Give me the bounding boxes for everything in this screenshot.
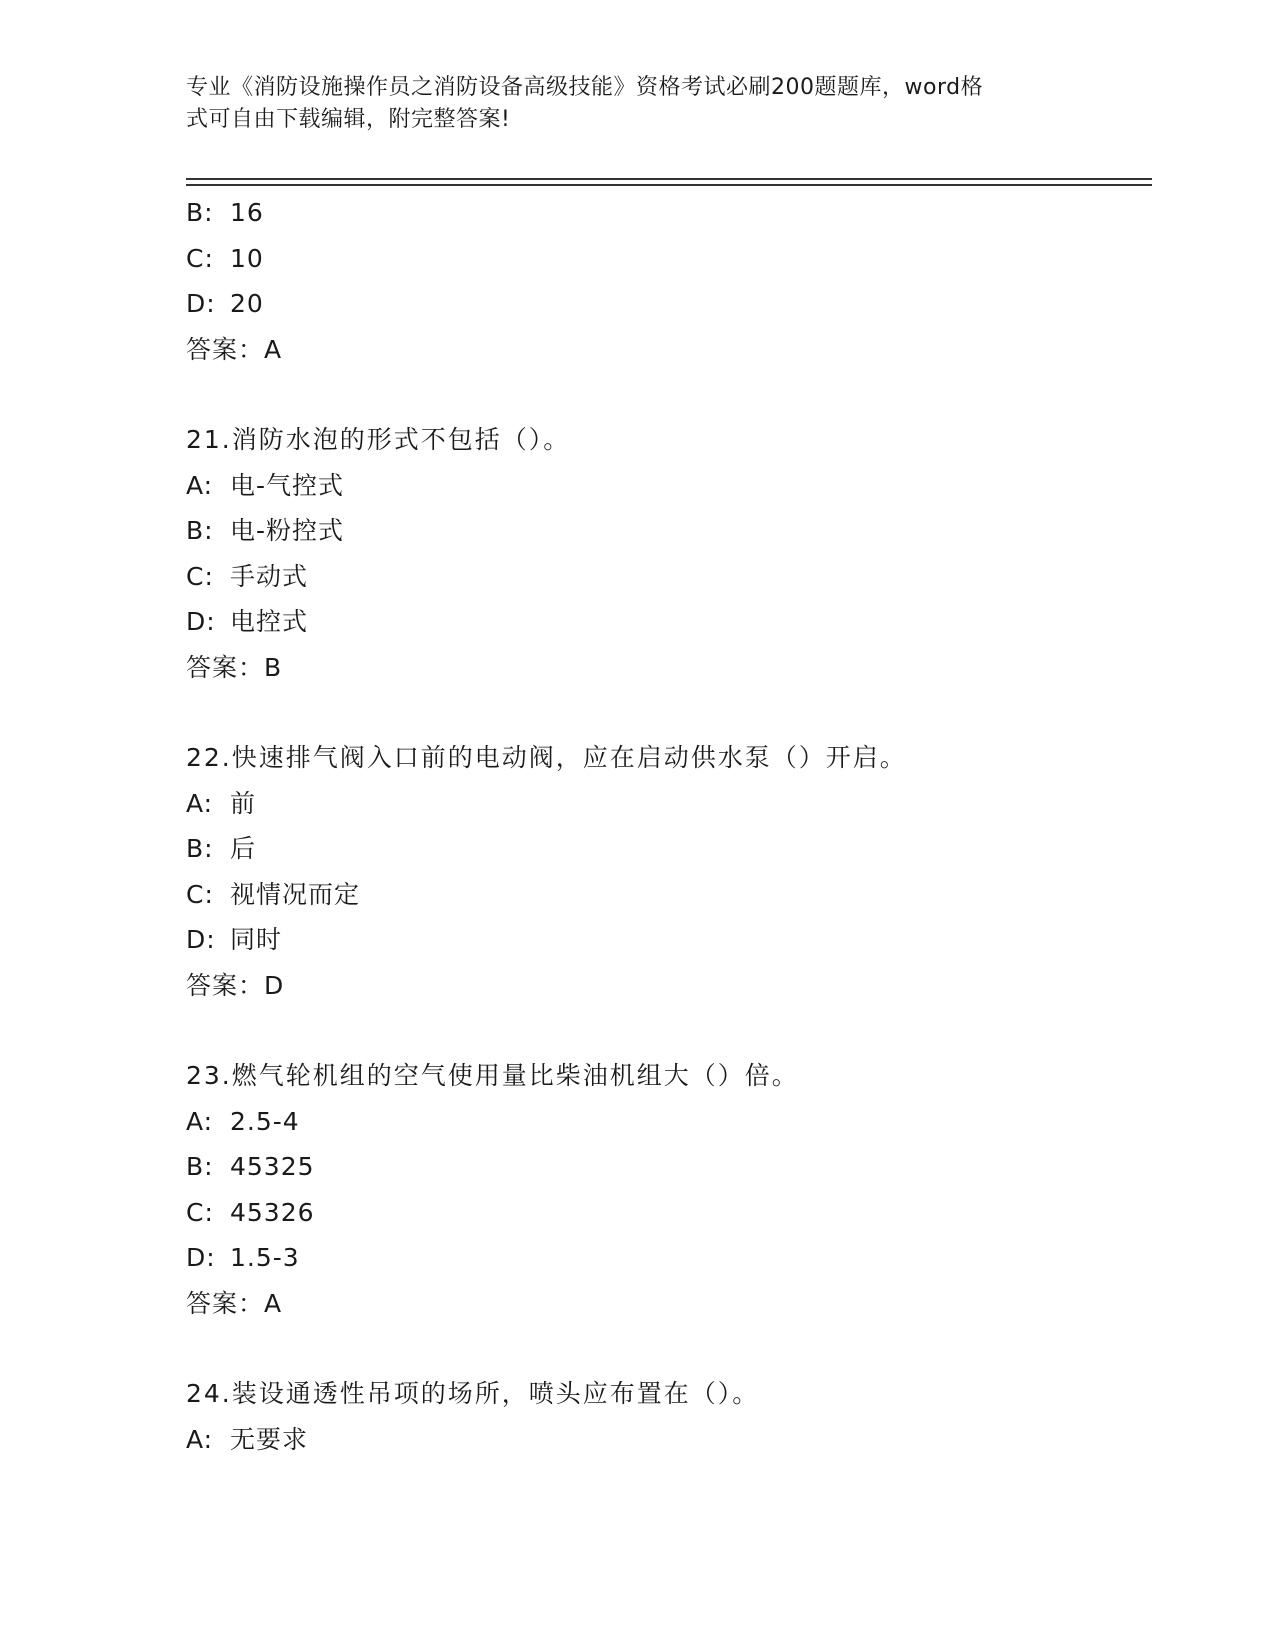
header-divider-top xyxy=(186,178,1152,180)
option-row xyxy=(186,1190,1146,1236)
option-text: 20 xyxy=(230,289,264,318)
option-key: C: xyxy=(186,1197,214,1227)
option-key: C: xyxy=(186,879,214,909)
option-row xyxy=(186,599,1146,645)
header-divider-bottom xyxy=(186,184,1152,186)
answer-line: 答案：A xyxy=(186,334,283,364)
option-key: B: xyxy=(186,516,214,545)
option-text: 手动式 xyxy=(230,561,309,591)
question-list xyxy=(186,190,1146,1462)
option-row xyxy=(186,1235,1146,1281)
document-header xyxy=(186,72,1066,136)
option-key: B: xyxy=(186,834,214,863)
option-key: A: xyxy=(186,470,214,500)
option-key: A: xyxy=(186,1106,214,1136)
option-key: C: xyxy=(186,243,214,273)
option-text: 电控式 xyxy=(230,607,309,636)
option-row xyxy=(186,826,1146,872)
option-text: 无要求 xyxy=(230,1424,309,1454)
option-row xyxy=(186,463,1146,509)
option-text: 视情况而定 xyxy=(230,879,361,909)
option-text: 电-气控式 xyxy=(230,470,345,500)
option-text: 前 xyxy=(230,788,257,818)
option-text: 同时 xyxy=(230,925,283,954)
option-key: A: xyxy=(186,788,214,818)
answer-line: 答案：A xyxy=(186,1288,283,1318)
option-row xyxy=(186,281,1146,327)
option-key: C: xyxy=(186,561,214,591)
answer-line: 答案：B xyxy=(186,652,283,682)
option-text: 45326 xyxy=(230,1197,315,1227)
option-text: 2.5-4 xyxy=(230,1106,300,1136)
option-text: 16 xyxy=(230,198,264,227)
option-text: 1.5-3 xyxy=(230,1243,300,1272)
option-text: 电-粉控式 xyxy=(230,516,345,545)
option-row xyxy=(186,508,1146,554)
option-row xyxy=(186,236,1146,282)
option-key: A: xyxy=(186,1424,214,1454)
option-key: D: xyxy=(186,607,216,636)
option-row xyxy=(186,554,1146,600)
answer-line: 答案：D xyxy=(186,970,285,1000)
option-key: B: xyxy=(186,198,214,227)
option-row xyxy=(186,872,1146,918)
question-stem: 21.消防水泡的形式不包括（）。 xyxy=(186,425,571,454)
question-stem: 22.快速排气阀入口前的电动阀，应在启动供水泵（）开启。 xyxy=(186,743,907,772)
option-row xyxy=(186,1144,1146,1190)
option-row xyxy=(186,781,1146,827)
header-line-1: 专业《消防设施操作员之消防设备高级技能》资格考试必刷200题题库，word格 xyxy=(186,75,984,100)
option-text: 后 xyxy=(230,834,257,863)
header-line-2: 式可自由下载编辑，附完整答案! xyxy=(186,107,511,132)
question-stem: 23.燃气轮机组的空气使用量比柴油机组大（）倍。 xyxy=(186,1061,799,1090)
option-row xyxy=(186,1417,1146,1463)
option-key: D: xyxy=(186,1243,216,1272)
option-text: 45325 xyxy=(230,1152,315,1181)
option-row xyxy=(186,190,1146,236)
option-key: D: xyxy=(186,289,216,318)
option-text: 10 xyxy=(230,243,264,273)
option-key: D: xyxy=(186,925,216,954)
option-row xyxy=(186,917,1146,963)
option-key: B: xyxy=(186,1152,214,1181)
option-row xyxy=(186,1099,1146,1145)
question-stem: 24.装设通透性吊项的场所，喷头应布置在（）。 xyxy=(186,1379,760,1408)
